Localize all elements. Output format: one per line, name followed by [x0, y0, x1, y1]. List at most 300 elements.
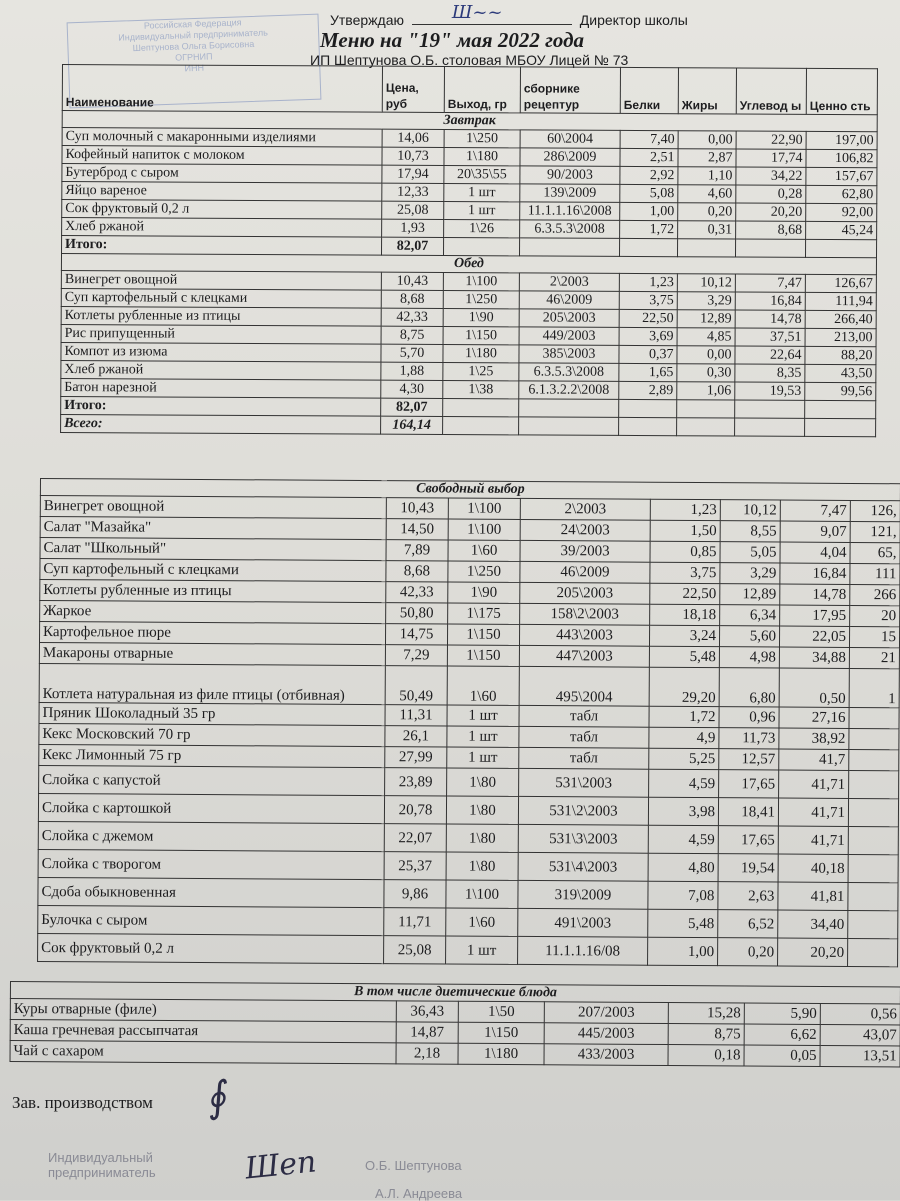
dish-name: Сдоба обыкновенная [38, 877, 384, 907]
empty-cell [735, 239, 805, 257]
energy: 15 [849, 626, 899, 647]
empty-cell [677, 418, 735, 436]
carbs: 34,40 [778, 910, 848, 938]
recipe-ref: 24\2003 [520, 519, 650, 541]
total-label: Всего: [61, 414, 381, 434]
carbs: 41,71 [778, 826, 848, 854]
entrepreneur-name: О.Б. Шептунова [365, 1158, 462, 1173]
carbs: 41,71 [778, 798, 848, 826]
dish-name: Сок фруктовый 0,2 л [38, 933, 384, 963]
recipe-ref: 445/2003 [544, 1023, 668, 1045]
empty-cell [619, 417, 677, 435]
approve-label: Утверждаю [330, 12, 404, 28]
dish-name: Котлета натуральная из филе птицы (отбивная) [39, 663, 385, 704]
recipe-ref: 2\2003 [520, 498, 650, 520]
fat: 1,10 [678, 167, 736, 185]
carbs: 40,18 [778, 854, 848, 882]
carbs: 7,47 [780, 500, 850, 521]
carbs: 20,20 [736, 203, 806, 221]
fat: 0,05 [744, 1045, 820, 1066]
empty-cell [735, 418, 805, 436]
price: 2,18 [396, 1043, 458, 1064]
fat: 12,57 [719, 749, 779, 770]
menu-row [39, 663, 899, 707]
fat: 6,52 [718, 910, 778, 938]
fat: 10,12 [677, 274, 735, 292]
energy: 197,00 [806, 131, 877, 149]
yield: 20\35\55 [444, 166, 520, 184]
fat: 0,96 [719, 707, 779, 728]
fat: 6,62 [744, 1024, 820, 1045]
price: 8,68 [386, 561, 448, 582]
production-signature: ∮ [200, 1073, 231, 1123]
energy: 266 [850, 584, 900, 605]
section-title: Обед [61, 254, 876, 275]
empty-cell [444, 238, 520, 256]
dish-name: Булочка с сыром [38, 905, 384, 935]
dish-name: Батон нарезной [61, 378, 381, 398]
carbs: 14,78 [780, 584, 850, 605]
fat: 10,12 [720, 500, 780, 521]
recipe-ref: 531\3\2003 [518, 824, 648, 853]
protein: 5,48 [649, 646, 719, 667]
price: 14,06 [382, 129, 444, 147]
yield: 1\25 [443, 362, 519, 380]
energy: 99,56 [805, 382, 876, 400]
protein: 4,59 [649, 769, 719, 797]
yield: 1\175 [448, 603, 520, 624]
fat: 3,29 [677, 292, 735, 310]
recipe-ref: 286\2009 [520, 148, 620, 167]
recipe-ref: табл [519, 705, 649, 727]
recipe-ref: 39/2003 [520, 540, 650, 562]
director-signature: Ш~~ [451, 2, 503, 23]
carbs: 43,07 [820, 1024, 900, 1045]
fat: 0,00 [678, 131, 736, 149]
col-price: Цена, руб [382, 66, 444, 112]
protein: 4,59 [648, 825, 718, 853]
protein: 1,72 [620, 220, 678, 238]
director-label: Директор школы [579, 12, 688, 28]
recipe-ref: 6.3.5.3\2008 [520, 220, 620, 239]
recipe-ref: 158\2\2003 [520, 603, 650, 625]
energy [849, 749, 899, 770]
yield: 1\150 [447, 645, 519, 666]
signature-line [412, 2, 572, 25]
section-title: В том числе диетические блюда [10, 982, 900, 1004]
fat: 3,29 [720, 563, 780, 584]
fat: 0,31 [678, 221, 736, 239]
carbs: 16,84 [735, 292, 805, 310]
dish-name: Чай с сахаром [10, 1041, 396, 1064]
energy: 111 [850, 563, 900, 584]
carbs: 34,88 [779, 647, 849, 668]
section-title: Завтрак [62, 111, 877, 132]
yield: 1\80 [446, 824, 518, 852]
carbs: 0,50 [779, 668, 849, 707]
carbs: 22,90 [736, 131, 806, 149]
energy: 62,80 [806, 185, 877, 203]
recipe-ref: 207/2003 [544, 1002, 668, 1024]
yield: 1\26 [444, 220, 520, 238]
stamp: Российская Федерация Индивидуальный предприниматель Шептунова Ольга Борисовна ОГРНИП ИНН [67, 14, 322, 109]
energy: 1 [849, 668, 899, 707]
carbs: 38,92 [779, 728, 849, 749]
protein: 1,65 [619, 363, 677, 381]
fat: 18,41 [718, 798, 778, 826]
yield: 1 шт [444, 184, 520, 202]
empty-cell [443, 398, 519, 416]
fat: 2,87 [678, 149, 736, 167]
recipe-ref: 46\2009 [520, 561, 650, 583]
price: 1,88 [381, 362, 443, 380]
protein: 2,89 [619, 381, 677, 399]
dish-name: Слойка с капустой [39, 765, 385, 795]
energy [849, 707, 899, 728]
fat: 4,98 [719, 647, 779, 668]
dish-name: Слойка с творогом [38, 849, 384, 879]
protein: 5,25 [649, 748, 719, 769]
recipe-ref: 319\2009 [518, 880, 648, 909]
protein: 3,24 [649, 625, 719, 646]
yield: 1\80 [447, 768, 519, 796]
protein: 0,85 [650, 541, 720, 562]
carbs: 8,68 [736, 221, 806, 239]
energy: 45,24 [806, 221, 877, 239]
protein: 29,20 [649, 667, 719, 706]
yield: 1\180 [444, 148, 520, 166]
dish-name: Суп картофельный с клецками [40, 559, 386, 582]
page-title: Меню на "19" мая 2022 года [320, 28, 585, 52]
carbs: 0,28 [736, 185, 806, 203]
protein: 1,23 [619, 273, 677, 291]
empty-cell [519, 417, 619, 436]
col-recipe: сборнике рецептур [520, 67, 620, 114]
carbs: 41,71 [779, 770, 849, 798]
carbs: 37,51 [735, 328, 805, 346]
col-fat: Жиры [678, 68, 736, 114]
recipe-ref: 6.1.3.2.2\2008 [519, 381, 619, 400]
yield: 1\100 [448, 498, 520, 519]
recipe-ref: 60\2004 [520, 130, 620, 149]
recipe-ref: 531\2003 [519, 768, 649, 797]
protein: 1,50 [650, 520, 720, 541]
recipe-ref: 11.1.1.16\2008 [520, 202, 620, 221]
fat: 6,80 [719, 668, 779, 707]
recipe-ref: 443\2003 [519, 624, 649, 646]
price: 25,08 [384, 936, 446, 964]
carbs: 0,56 [820, 1003, 900, 1024]
dish-name: Кофейный напиток с молоком [62, 146, 382, 166]
price: 14,75 [385, 624, 447, 645]
fat: 8,55 [720, 521, 780, 542]
recipe-ref: 385\2003 [519, 345, 619, 364]
price: 7,89 [386, 540, 448, 561]
recipe-ref: 531\4\2003 [518, 852, 648, 881]
carbs: 8,35 [735, 364, 805, 382]
carbs: 13,51 [820, 1045, 900, 1066]
dish-name: Яйцо вареное [62, 182, 382, 202]
energy [848, 854, 898, 882]
yield: 1\60 [447, 666, 519, 705]
energy: 126,67 [805, 274, 876, 292]
carbs: 17,74 [736, 149, 806, 167]
yield: 1 шт [446, 936, 518, 964]
fat: 12,89 [720, 584, 780, 605]
total-row [61, 414, 876, 436]
price: 17,94 [382, 165, 444, 183]
recipe-ref: табл [519, 726, 649, 748]
carbs: 34,22 [736, 167, 806, 185]
price: 36,43 [396, 1001, 458, 1022]
protein: 7,40 [620, 130, 678, 148]
protein: 22,50 [619, 309, 677, 327]
recipe-ref: 205\2003 [519, 309, 619, 328]
carbs: 4,04 [780, 542, 850, 563]
carbs: 22,05 [779, 626, 849, 647]
price: 10,73 [382, 147, 444, 165]
recipe-ref: 46\2009 [519, 291, 619, 310]
total-label: Итого: [61, 396, 381, 416]
price: 4,30 [381, 380, 443, 398]
col-name: Наименование [62, 65, 382, 113]
yield: 1\90 [448, 582, 520, 603]
approval-line [330, 2, 890, 28]
page-subtitle: ИП Шептунова О.Б. столовая МБОУ Лицей № 73 [310, 52, 629, 68]
protein: 0,37 [619, 345, 677, 363]
energy [848, 798, 898, 826]
dish-name: Винегрет овощной [40, 496, 386, 519]
protein: 22,50 [650, 583, 720, 604]
protein: 1,00 [620, 202, 678, 220]
fat: 0,30 [677, 364, 735, 382]
recipe-ref: 531\2\2003 [518, 796, 648, 825]
recipe-ref: 433/2003 [544, 1044, 668, 1066]
energy: 106,82 [806, 149, 877, 167]
price: 11,71 [384, 908, 446, 936]
energy: 266,40 [805, 310, 876, 328]
price: 22,07 [384, 824, 446, 852]
price: 14,50 [386, 519, 448, 540]
fat: 5,90 [744, 1003, 820, 1024]
yield: 1\100 [443, 272, 519, 290]
yield: 1\90 [443, 308, 519, 326]
dish-name: Картофельное пюре [39, 622, 385, 645]
empty-cell [677, 239, 735, 257]
fat: 4,85 [677, 328, 735, 346]
empty-cell [443, 416, 519, 434]
total-value: 164,14 [381, 416, 443, 434]
yield: 1\100 [448, 519, 520, 540]
carbs: 16,84 [780, 563, 850, 584]
yield: 1\250 [448, 561, 520, 582]
yield: 1\150 [443, 326, 519, 344]
yield: 1\250 [443, 290, 519, 308]
carbs: 41,81 [778, 882, 848, 910]
protein: 8,75 [668, 1024, 744, 1045]
energy [848, 826, 898, 854]
dish-name: Бутерброд с сыром [62, 164, 382, 184]
yield: 1\100 [446, 880, 518, 908]
protein: 1,72 [649, 706, 719, 727]
carbs: 20,20 [778, 938, 848, 966]
energy: 157,67 [806, 167, 877, 185]
dish-name: Компот из изюма [61, 342, 381, 362]
yield: 1 шт [444, 202, 520, 220]
dish-name: Пряник Шоколадный 35 гр [39, 702, 385, 725]
energy [848, 910, 898, 938]
price: 50,80 [386, 603, 448, 624]
energy: 111,94 [805, 292, 876, 310]
energy: 65, [850, 542, 900, 563]
fat: 1,06 [677, 382, 735, 400]
dish-name: Суп молочный с макаронными изделиями [62, 128, 382, 148]
free-choice-section [38, 479, 900, 967]
dish-name: Хлеб ржаной [61, 360, 381, 380]
protein: 15,28 [668, 1003, 744, 1024]
protein: 0,18 [668, 1045, 744, 1066]
dish-name: Котлеты рубленные из птицы [40, 580, 386, 603]
dish-name: Салат "Школьный" [40, 538, 386, 561]
total-label: Итого: [62, 236, 382, 256]
menu-row [10, 1041, 900, 1067]
yield: 1\80 [446, 796, 518, 824]
dish-name: Куры отварные (филе) [10, 999, 396, 1022]
recipe-ref: 11.1.1.16/08 [518, 936, 648, 965]
price: 42,33 [386, 582, 448, 603]
protein: 18,18 [650, 604, 720, 625]
dish-name: Жаркое [40, 601, 386, 624]
dish-name: Суп картофельный с клецками [61, 288, 381, 308]
dish-name: Макароны отварные [39, 643, 385, 666]
lunch-section [61, 254, 877, 437]
protein: 4,9 [649, 727, 719, 748]
price: 9,86 [384, 880, 446, 908]
entrepreneur-label: Индивидуальный предприниматель [48, 1150, 156, 1180]
protein: 5,48 [648, 909, 718, 937]
carbs: 22,64 [735, 346, 805, 364]
empty-cell [519, 399, 619, 418]
recipe-ref: табл [519, 747, 649, 769]
fat: 4,60 [678, 185, 736, 203]
diet-table [10, 981, 900, 1067]
empty-cell [805, 400, 876, 418]
yield: 1\80 [446, 852, 518, 880]
carbs: 9,07 [780, 521, 850, 542]
price: 11,31 [385, 705, 447, 726]
price: 25,37 [384, 852, 446, 880]
recipe-ref: 139\2009 [520, 184, 620, 203]
fat: 0,20 [718, 938, 778, 966]
protein: 1,23 [650, 499, 720, 520]
protein: 4,80 [648, 853, 718, 881]
total-value: 82,07 [382, 237, 444, 255]
price: 8,68 [381, 290, 443, 308]
energy: 121, [850, 521, 900, 542]
energy: 43,50 [805, 364, 876, 382]
recipe-ref: 6.3.5.3\2008 [519, 363, 619, 382]
col-yield: Выход, гр [444, 67, 520, 113]
breakfast-section [62, 111, 878, 258]
price: 7,29 [385, 645, 447, 666]
protein: 3,98 [648, 797, 718, 825]
dish-name: Слойка с картошкой [38, 793, 384, 823]
price: 14,87 [396, 1022, 458, 1043]
dish-name: Котлеты рубленные из птицы [61, 306, 381, 326]
protein: 2,51 [620, 148, 678, 166]
recipe-ref: 495\2004 [519, 666, 649, 706]
carbs: 27,16 [779, 707, 849, 728]
energy: 20 [850, 605, 900, 626]
production-label: Зав. производством [12, 1093, 153, 1112]
energy: 21 [849, 647, 899, 668]
price: 42,33 [381, 308, 443, 326]
protein: 1,00 [648, 937, 718, 965]
energy [849, 770, 899, 798]
energy: 126, [850, 500, 900, 521]
recipe-ref: 449/2003 [519, 327, 619, 346]
price: 25,08 [382, 201, 444, 219]
dish-name: Хлеб ржаной [62, 218, 382, 238]
fat: 19,54 [718, 854, 778, 882]
fat: 17,65 [719, 770, 779, 798]
dish-name: Кекс Лимонный 75 гр [39, 744, 385, 767]
energy: 213,00 [805, 328, 876, 346]
price: 20,78 [384, 796, 446, 824]
fat: 2,63 [718, 882, 778, 910]
dish-name: Сок фруктовый 0,2 л [62, 200, 382, 220]
yield: 1\60 [448, 540, 520, 561]
protein: 3,75 [650, 562, 720, 583]
carbs: 41,7 [779, 749, 849, 770]
dish-name: Винегрет овощной [61, 270, 381, 290]
fat: 17,65 [718, 826, 778, 854]
section-title: Свободный выбор [40, 479, 900, 501]
fat: 12,89 [677, 310, 735, 328]
recipe-ref: 491\2003 [518, 908, 648, 937]
diet-section [10, 982, 900, 1067]
yield: 1 шт [447, 705, 519, 726]
price: 27,99 [385, 747, 447, 768]
col-protein: Белки [620, 67, 678, 113]
fat: 0,20 [678, 203, 736, 221]
yield: 1\60 [446, 908, 518, 936]
recipe-ref: 205\2003 [520, 582, 650, 604]
price: 10,43 [381, 272, 443, 290]
yield: 1\50 [458, 1001, 544, 1023]
energy [849, 728, 899, 749]
dish-name: Каша гречневая рассыпчатая [10, 1020, 396, 1043]
total-value: 82,07 [381, 398, 443, 416]
carbs: 7,47 [735, 274, 805, 292]
table-header [62, 65, 877, 115]
dish-name: Кекс Московский 70 гр [39, 723, 385, 746]
yield: 1 шт [447, 747, 519, 768]
empty-cell [677, 400, 735, 418]
yield: 1\180 [443, 344, 519, 362]
free-choice-table [37, 478, 900, 967]
energy: 88,20 [805, 346, 876, 364]
empty-cell [805, 239, 876, 257]
price: 5,70 [381, 344, 443, 362]
empty-cell [620, 238, 678, 256]
yield: 1\150 [458, 1022, 544, 1044]
dish-name: Слойка с джемом [38, 821, 384, 851]
carbs: 17,95 [780, 605, 850, 626]
fat: 5,60 [719, 626, 779, 647]
protein: 3,75 [619, 291, 677, 309]
empty-cell [805, 418, 876, 436]
